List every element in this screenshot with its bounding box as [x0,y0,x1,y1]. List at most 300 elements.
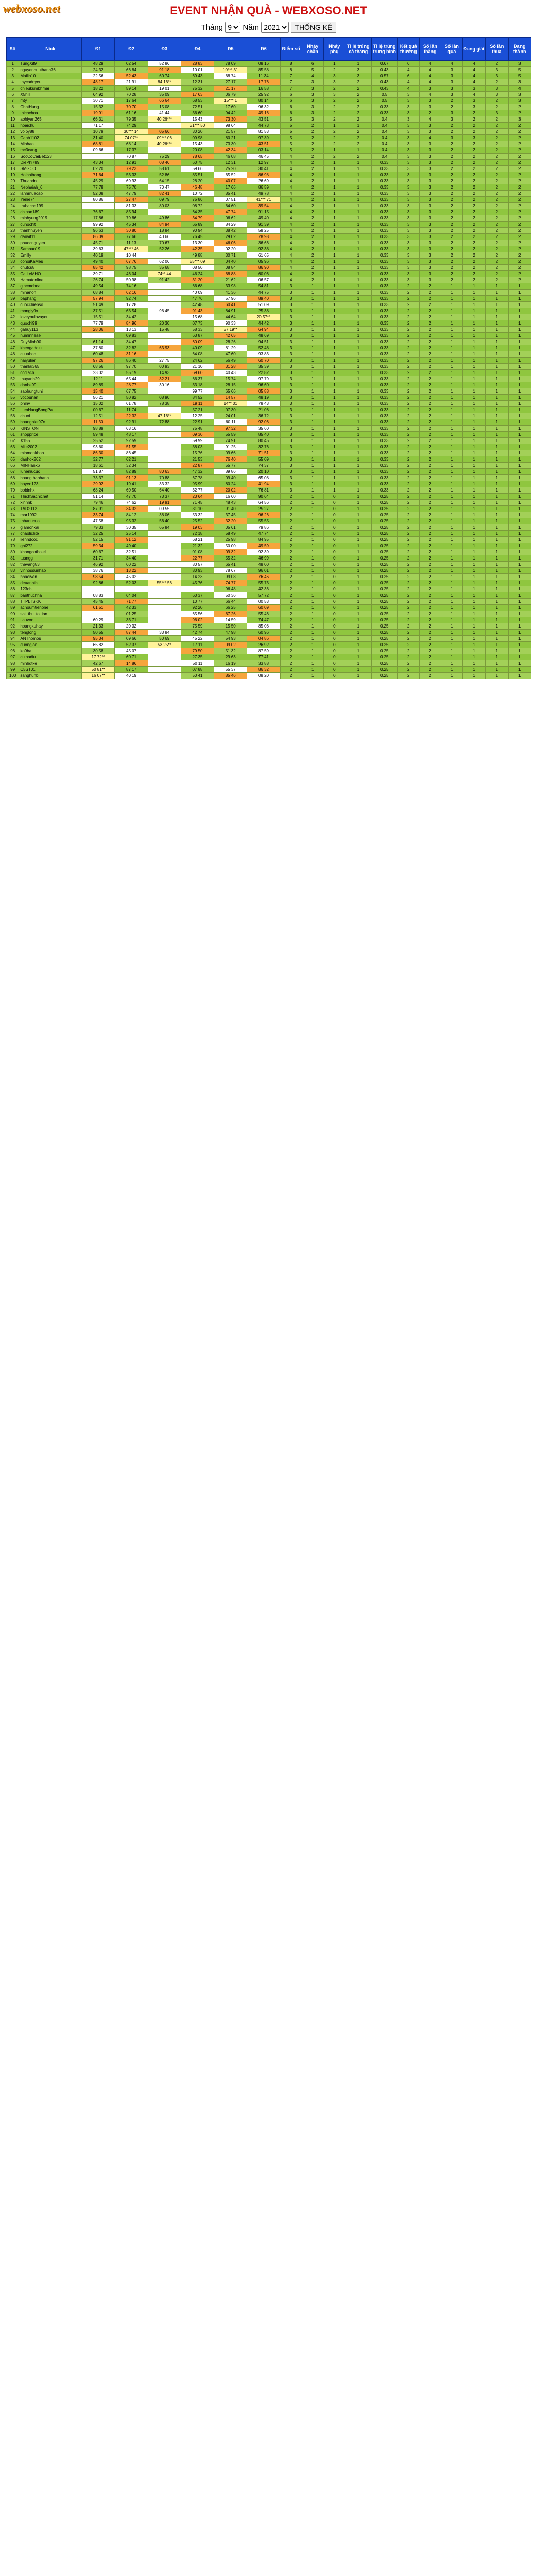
player-nick[interactable]: Hamatonline [19,277,82,283]
player-nick[interactable]: Hoihaibang [19,172,82,178]
player-nick[interactable]: sanghunbi [19,673,82,679]
player-nick[interactable]: ANTnomou [19,636,82,642]
player-nick[interactable]: Canh1102 [19,135,82,141]
table-cell: 34 79 [181,215,214,222]
table-cell: 2 [486,154,508,160]
player-nick[interactable]: danhok262 [19,456,82,463]
player-nick[interactable]: cuuahon [19,351,82,358]
table-cell: 2 [323,129,345,135]
table-cell: 1 [508,320,531,327]
table-cell: 1 [302,654,323,660]
table-cell: 1 [323,234,345,240]
player-nick[interactable]: Thuandn [19,178,82,184]
player-nick[interactable]: thanlai365 [19,364,82,370]
table-cell: 3 [397,178,419,184]
player-nick[interactable]: abhiyan265 [19,116,82,123]
player-nick[interactable]: luneniucuc [19,469,82,475]
table-cell: 1 [302,327,323,333]
player-nick[interactable]: mty [19,98,82,104]
table-cell: 21 10 [181,364,214,370]
table-cell: 52 15 [82,537,115,543]
player-nick[interactable]: DiePhi789 [19,160,82,166]
player-nick[interactable]: ghi272 [19,543,82,549]
table-cell: 5 [280,129,302,135]
player-nick[interactable]: lanhmuacao [19,191,82,197]
table-cell: 0.33 [371,370,397,376]
player-nick[interactable]: ccdlach [19,370,82,376]
table-cell: 3 [419,271,441,277]
table-cell: 2 [441,240,462,246]
player-nick[interactable]: voipy88 [19,129,82,135]
table-cell: 33 32 [148,481,181,487]
table-cell: 2 [302,191,323,197]
table-cell: 2 [397,580,419,586]
table-cell: 66 31 [82,116,115,123]
player-nick[interactable]: CatLeMHO [19,271,82,277]
player-nick[interactable]: TTPLTSKK [19,599,82,605]
table-cell: 1 [302,351,323,358]
table-cell: 60 09 [247,605,280,611]
table-row [7,283,531,290]
table-cell: 94 [7,636,19,642]
player-nick[interactable]: conoiKaMeu [19,259,82,265]
player-nick[interactable]: quochi99 [19,320,82,327]
player-nick[interactable]: lienhdcoc [19,537,82,543]
table-cell: 1 [462,568,485,574]
player-nick[interactable]: Emilly [19,252,82,259]
player-nick[interactable]: Minhao [19,141,82,147]
player-nick[interactable]: gahuy113 [19,327,82,333]
table-cell [148,456,181,463]
player-nick[interactable]: Yenie74 [19,197,82,203]
player-nick[interactable]: bobinhx [19,487,82,494]
player-nick[interactable]: minhyung2019 [19,215,82,222]
table-cell: 86 98 [247,172,280,178]
table-cell: 3 [397,184,419,191]
table-cell: 7 [280,73,302,79]
table-cell: 94 42 [214,110,247,116]
table-cell: 1 [508,358,531,364]
table-cell: 2 [441,154,462,160]
table-cell: 1 [302,296,323,302]
table-cell: 2 [302,178,323,184]
table-cell: 0.33 [371,290,397,296]
table-cell: 1 [345,228,371,234]
table-cell: 1 [508,500,531,506]
player-nick[interactable]: tenglong [19,630,82,636]
table-cell: 0.25 [371,574,397,580]
table-cell: 1 [441,506,462,512]
player-nick[interactable]: hoyen123 [19,481,82,487]
table-cell: 0 [323,667,345,673]
player-nick[interactable]: taycadnyeu [19,79,82,86]
table-cell: 1 [302,388,323,395]
table-cell: 0.33 [371,215,397,222]
table-cell: 2 [462,166,485,172]
site-logo[interactable]: webxoso.net [3,2,60,15]
table-cell: 2 [419,543,441,549]
table-cell: 2 [486,271,508,277]
table-cell: 0.33 [371,388,397,395]
table-cell: 3 [419,129,441,135]
player-nick[interactable]: xinhnk [19,500,82,506]
table-cell: 1 [302,512,323,518]
table-cell: 3 [397,265,419,271]
table-row [7,116,531,123]
player-nick[interactable]: deuanhth [19,580,82,586]
player-nick[interactable]: ChatHung [19,104,82,110]
table-cell: 1 [441,623,462,630]
player-nick[interactable]: X155 [19,438,82,444]
table-row [7,660,531,667]
table-cell: 1 [486,463,508,469]
table-cell: 09*** 06 [148,135,181,141]
table-cell: 1 [486,617,508,623]
table-cell: 2 [486,259,508,265]
table-cell: 1 [462,673,485,679]
table-cell: 98 89 [82,426,115,432]
table-cell: 91 25 [214,444,247,450]
player-nick[interactable]: phuocnguyen [19,240,82,246]
table-cell: 1 [302,345,323,351]
player-nick[interactable]: numinneae [19,333,82,339]
player-nick[interactable]: chuoi [19,413,82,419]
player-nick[interactable]: loveyoulovayou [19,314,82,320]
table-cell: 95 32 [115,518,148,524]
player-nick[interactable]: X5hill [19,92,82,98]
table-cell: 09 66 [214,450,247,456]
player-nick[interactable]: chutcu8 [19,265,82,271]
table-cell: 73 30 [214,141,247,147]
table-cell: 1 [508,586,531,592]
player-nick[interactable]: thhanucuoi [19,518,82,524]
column-header: Đang giải [462,38,485,61]
table-cell: 1 [302,395,323,401]
table-cell: 3 [280,302,302,308]
player-nick[interactable]: minanon [19,290,82,296]
player-nick[interactable]: giacmohoa [19,283,82,290]
table-cell: 2 [397,401,419,407]
table-cell: 1 [345,314,371,320]
table-cell: 77 41 [247,654,280,660]
year-select[interactable] [261,22,289,33]
table-cell: 78 09 [214,61,247,67]
player-nick[interactable]: nguyenhuuthanh76 [19,67,82,73]
table-cell: 79 50 [181,648,214,654]
player-nick[interactable]: KINSTON [19,426,82,432]
player-nick[interactable]: kheogadolu [19,345,82,351]
table-cell: 2 [419,574,441,580]
table-cell: 1 [462,339,485,345]
table-cell: 47*** 46 [115,246,148,252]
table-cell: 1 [486,580,508,586]
table-cell: 1 [345,543,371,549]
table-cell: 17 60 [214,104,247,110]
player-nick[interactable]: chieukumbhmai [19,86,82,92]
table-cell: 1 [302,574,323,580]
table-cell [148,654,181,660]
table-cell: 4 [280,203,302,209]
table-cell: 97 26 [82,358,115,364]
table-cell: 1 [302,456,323,463]
player-nick[interactable]: thuyanh29 [19,376,82,382]
table-cell: 1 [441,642,462,648]
player-nick[interactable]: hhaoiven [19,574,82,580]
player-nick[interactable]: vinhosdunhao [19,568,82,574]
player-nick[interactable]: tuangg [19,555,82,562]
player-nick[interactable]: danbe99 [19,382,82,388]
table-row [7,506,531,512]
player-nick[interactable]: cuocchienso [19,302,82,308]
player-nick[interactable]: ko9ba [19,648,82,654]
table-cell: 51 09 [247,302,280,308]
player-nick[interactable]: chaolichte [19,531,82,537]
table-cell: 2 [280,617,302,623]
table-cell: 1 [508,592,531,599]
table-cell: 4 [462,79,485,86]
table-cell: 47 60 [214,351,247,358]
table-cell: 0.33 [371,456,397,463]
table-cell: 1 [462,574,485,580]
table-cell: 85 40 [247,432,280,438]
table-cell: 55 77 [214,463,247,469]
table-cell: 75 48 [181,426,214,432]
player-nick[interactable]: hoaichu [19,123,82,129]
player-nick[interactable]: Samban19 [19,246,82,252]
table-cell: 1 [462,543,485,549]
table-row [7,648,531,654]
player-nick[interactable]: Mile2002 [19,444,82,450]
player-nick[interactable]: vocounan [19,395,82,401]
table-cell: 2 [486,265,508,271]
table-cell: 42 35 [181,246,214,252]
table-cell: 2 [419,623,441,630]
table-cell: 1 [323,215,345,222]
table-cell: 1 [462,419,485,426]
table-cell: 2 [419,438,441,444]
table-cell: 02 20 [214,246,247,252]
player-nick[interactable]: banthuchha [19,592,82,599]
table-cell: 15 32 [82,104,115,110]
table-cell: 4 [280,240,302,246]
player-nick[interactable]: sat_thu_to_ian [19,611,82,617]
table-cell: 19 91 [148,500,181,506]
table-cell: 09 66 [115,636,148,642]
table-cell: 0.33 [371,191,397,197]
table-cell: 33 84 [148,630,181,636]
table-cell: 3 [280,481,302,487]
table-cell: 2 [397,327,419,333]
table-cell: 0.4 [371,147,397,154]
table-cell: 41 [7,308,19,314]
table-cell: 51 55 [115,444,148,450]
table-cell: 21 33 [82,623,115,630]
table-cell: 3 [441,110,462,116]
player-nick[interactable]: chinao189 [19,209,82,215]
table-cell: 3 [486,92,508,98]
table-cell: 55 73 [247,580,280,586]
table-cell: 1 [345,456,371,463]
table-cell: 33 18 [181,382,214,388]
table-cell: 76 81 [247,487,280,494]
table-cell [148,296,181,302]
table-cell: 0.33 [371,271,397,277]
table-cell: 0.25 [371,654,397,660]
table-cell: 1 [345,197,371,203]
table-cell: 50 00 [214,543,247,549]
table-cell: 34 42 [115,314,148,320]
table-cell: 64 92 [82,92,115,98]
player-nick[interactable]: cuibadiu [19,654,82,660]
player-nick[interactable]: minmonkhon [19,450,82,456]
table-cell: 64 04 [115,592,148,599]
table-cell: 1 [486,630,508,636]
table-cell: 1 [441,407,462,413]
table-cell: 98 [7,660,19,667]
player-nick[interactable]: MINHank6 [19,463,82,469]
table-cell: 2 [419,333,441,339]
player-nick[interactable]: TungXit9 [19,61,82,67]
player-nick[interactable]: Mailin10 [19,73,82,79]
table-cell: 1 [462,475,485,481]
table-cell: 1 [462,345,485,351]
statistics-button[interactable]: THỐNG KÊ [291,22,336,33]
table-cell: 48 17 [82,79,115,86]
table-cell: 2 [397,654,419,660]
table-cell: 4 [280,271,302,277]
table-cell: 1 [462,512,485,518]
table-cell: 1 [508,339,531,345]
table-cell: 68 14 [115,141,148,147]
player-nick[interactable]: achoumtienone [19,605,82,611]
table-cell: 4 [397,86,419,92]
table-cell: 26 [7,215,19,222]
table-cell: 1 [486,395,508,401]
table-cell: 1 [323,364,345,370]
table-cell: 3 [441,116,462,123]
player-nick[interactable]: khongcothoiel [19,549,82,555]
player-nick[interactable]: danvit11 [19,234,82,240]
player-nick[interactable]: shopprice [19,432,82,438]
table-cell: 31 40 [82,135,115,141]
table-cell: 3 [441,73,462,79]
month-select[interactable] [225,22,240,33]
table-cell: 3 [397,197,419,203]
table-cell: 81 [7,555,19,562]
table-cell: 1 [508,432,531,438]
player-nick[interactable]: thanhhuyen [19,228,82,234]
table-cell: 1 [323,184,345,191]
player-nick[interactable]: phinv [19,401,82,407]
table-cell: 1 [302,401,323,407]
table-cell: 1 [323,166,345,172]
table-cell: 1 [345,617,371,623]
player-nick[interactable]: hoangthanhanh [19,475,82,481]
table-cell: 1 [486,549,508,555]
player-nick[interactable]: thevang83 [19,562,82,568]
table-row [7,642,531,648]
player-nick[interactable]: tiauvon [19,617,82,623]
table-cell: 1 [345,654,371,660]
player-nick[interactable]: duongjon [19,642,82,648]
player-nick[interactable]: SMGCO [19,166,82,172]
table-cell: 68 21 [181,537,214,543]
table-cell: 0 [323,660,345,667]
table-cell: 1 [345,302,371,308]
player-nick[interactable]: truhacha199 [19,203,82,209]
table-cell [148,123,181,129]
table-cell: 5 [280,141,302,147]
table-cell: 8 [7,104,19,110]
player-nick[interactable]: LienHangBongPa [19,407,82,413]
player-nick[interactable]: baphang [19,296,82,302]
player-nick[interactable]: 123ohi [19,586,82,592]
player-nick[interactable]: thichchoa [19,110,82,116]
player-nick[interactable]: haiyulier [19,358,82,364]
table-cell: 82 [7,562,19,568]
player-nick[interactable]: Nephaiah_6 [19,184,82,191]
player-nick[interactable]: mongly9x [19,308,82,314]
table-cell: 71 17 [82,123,115,129]
player-nick[interactable]: mar1992 [19,512,82,518]
player-nick[interactable]: TAD2112 [19,506,82,512]
table-cell: 2 [397,333,419,339]
table-row [7,123,531,129]
table-row [7,104,531,110]
table-cell: 0.33 [371,345,397,351]
table-cell: 71 64 [82,172,115,178]
player-nick[interactable]: cunochit [19,222,82,228]
table-cell: 92 74 [115,296,148,302]
table-cell: 2 [419,469,441,475]
player-nick[interactable]: minhdtke [19,660,82,667]
table-cell: 19 11 [181,401,214,407]
table-cell: 47 32 [181,469,214,475]
table-cell: 1 [508,630,531,636]
table-cell: 1 [508,648,531,654]
table-cell: 1 [323,382,345,388]
table-cell: 1 [345,524,371,531]
table-cell: 3 [397,129,419,135]
player-nick[interactable]: SocCoCaiBet123 [19,154,82,160]
table-cell: 92 86 [82,580,115,586]
table-cell: 2 [345,110,371,116]
player-nick[interactable]: ThichSachichet [19,494,82,500]
player-nick[interactable]: mc3cang [19,147,82,154]
table-cell: 19 41 [115,481,148,487]
player-nick[interactable]: hoangxuhay [19,623,82,630]
player-nick[interactable]: giamonkai [19,524,82,531]
table-cell: 1 [345,574,371,580]
player-nick[interactable]: DuyMinh90 [19,339,82,345]
table-cell: 30 16 [148,382,181,388]
player-nick[interactable]: saphungtuhi [19,388,82,395]
table-cell: 28 20 [181,178,214,184]
table-cell: 1 [345,518,371,524]
table-cell: 96 01 [247,568,280,574]
table-cell: 0.25 [371,623,397,630]
table-cell: 2 [280,630,302,636]
table-row [7,320,531,327]
table-cell: 2 [462,123,485,129]
player-nick[interactable]: C5ST01 [19,667,82,673]
table-cell: 2 [280,512,302,518]
player-nick[interactable]: hoangbiet97x [19,419,82,426]
table-cell: 4 [280,172,302,178]
table-cell: 1 [302,617,323,623]
table-cell: 1 [462,623,485,630]
table-cell: 1 [462,302,485,308]
